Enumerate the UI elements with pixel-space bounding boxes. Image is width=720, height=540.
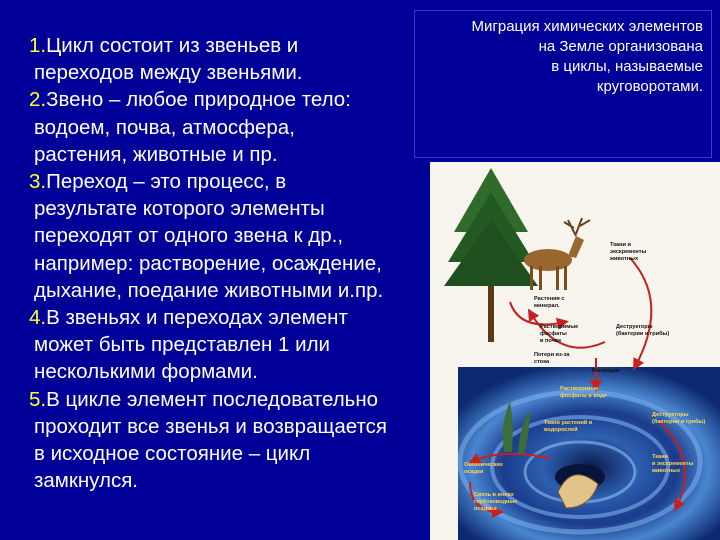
svg-text:Потери из-застока: Потери из-за стока <box>534 352 570 365</box>
svg-text:Океаническиеосадки: Океанические осадки <box>464 462 503 475</box>
animal-tissue-water-label: Ткани <box>652 454 668 460</box>
destructors-water-label: Деструкторы <box>652 412 689 418</box>
svg-text:Миграция <box>592 368 619 374</box>
list-item-text: дыхание, поедание животными и.пр. <box>34 278 384 302</box>
definition-line: круговоротами. <box>596 78 703 95</box>
svg-text:Растения сминерал.: Растения с минерал. <box>534 296 565 309</box>
list-item-text: переходов между звеньями. <box>34 61 303 85</box>
svg-text:Ткани иэкскрементыживотных: Ткани и экскременты животных <box>610 242 647 262</box>
list-item-text: в исходное состояние – цикл <box>34 442 311 466</box>
svg-text:Ткани растений иводорослей: Ткани растений и водорослей <box>544 420 593 433</box>
svg-text:Связь в ионахглубоководныхосад: Связь в ионах глубоководных осадков <box>474 492 518 512</box>
svg-text:Растворимыефосфатыв почве: Растворимые фосфаты в почве <box>540 324 579 344</box>
svg-text:Растворимыефосфаты в воде: Растворимые фосфаты в воде <box>560 386 607 399</box>
runoff-label: Потери из-за <box>534 352 570 358</box>
list-number: 2. <box>29 88 47 112</box>
definition-line: Миграция химических элементов <box>471 18 703 35</box>
list-item <box>12 168 452 304</box>
tissues-land-label: Ткани и <box>610 242 631 248</box>
migration-label: Миграция <box>592 368 620 374</box>
svg-text:Деструкторы(бактерии и грибы): Деструкторы (бактерии и грибы) <box>652 412 706 425</box>
list-number: 1. <box>29 34 47 57</box>
list-item <box>12 304 452 386</box>
list-item-text: переходят от одного звена к др., <box>34 224 344 248</box>
list-item-text: В звеньях и переходах элемент <box>46 306 348 330</box>
ocean-sediment-label: Океанические <box>464 462 503 468</box>
list-item-text: может быть представлен 1 или <box>34 333 331 357</box>
numbered-list <box>12 32 452 494</box>
list-item-text: В цикле элемент последовательно <box>46 387 379 411</box>
list-item <box>12 386 452 495</box>
definition-line: на Земле организована <box>538 38 703 55</box>
plant-uptake-label: Растения с <box>534 296 565 302</box>
deer-icon <box>524 218 590 290</box>
list-item-text: Переход – это процесс, в <box>46 170 287 194</box>
aquatic-plants-label: Ткани растений и <box>544 420 593 426</box>
deep-sediment-label: Связь в ионах <box>474 492 514 498</box>
tree-icon <box>444 168 538 342</box>
list-item-text: водоем, почва, атмосфера, <box>34 115 295 139</box>
list-number: 5. <box>29 387 47 411</box>
list-item-text: например: растворение, осаждение, <box>34 251 382 275</box>
list-number: 4. <box>29 306 47 330</box>
list-item-text: растения, животные и пр. <box>34 142 278 166</box>
water-phosphate-label: Растворимые <box>560 386 599 392</box>
list-item <box>12 86 452 168</box>
list-item-text: Цикл состоит из звеньев и <box>46 34 299 57</box>
list-item-text: несколькими формами. <box>34 360 258 384</box>
list-number: 3. <box>29 170 47 194</box>
cycle-illustration <box>430 162 720 540</box>
list-item-text: проходит все звенья и возвращается <box>34 414 387 438</box>
svg-text:Деструкторы(бактерии и грибы): Деструкторы (бактерии и грибы) <box>616 324 670 337</box>
list-item-text: замкнулся. <box>34 469 138 493</box>
list-item-text: Звено – любое природное тело: <box>46 88 351 112</box>
soil-phosphate-label: Растворимые <box>540 324 579 330</box>
destructors-land-label: Деструкторы <box>616 324 653 330</box>
cycle-illustration-svg <box>430 162 720 540</box>
list-item-text: результате которого элементы <box>34 197 325 221</box>
list-item <box>12 32 452 86</box>
definition-line: в циклы, называемые <box>551 58 703 75</box>
definition-box <box>414 10 712 158</box>
svg-text:Ткании экскрементыживотных: Ткани и экскременты животных <box>652 454 694 474</box>
